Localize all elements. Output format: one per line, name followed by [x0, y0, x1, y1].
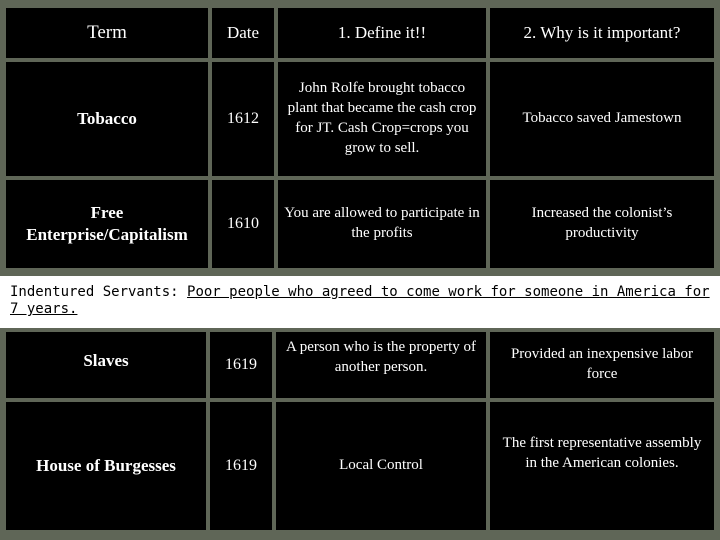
row-house-of-burgesses-date: 1619	[210, 402, 272, 530]
header-date: Date	[212, 8, 274, 58]
row-free-enterprise-date: 1610	[212, 180, 274, 268]
header-why: 2. Why is it important?	[490, 8, 714, 58]
row-slaves-definition: A person who is the property of another person.	[276, 332, 486, 398]
header-define: 1. Define it!!	[278, 8, 486, 58]
row-slaves-term: Slaves	[6, 332, 206, 398]
row-free-enterprise-importance: Increased the colonist’s productivity	[490, 180, 714, 268]
row-tobacco-date: 1612	[212, 62, 274, 176]
row-tobacco-definition: John Rolfe brought tobacco plant that became the cash crop for JT. Cash Crop=crops you grow to sell.	[278, 62, 486, 176]
indentured-servants-band	[0, 276, 720, 328]
row-house-of-burgesses-term: House of Burgesses	[6, 402, 206, 530]
row-free-enterprise-definition: You are allowed to participate in the profits	[278, 180, 486, 268]
row-tobacco-importance: Tobacco saved Jamestown	[490, 62, 714, 176]
row-free-enterprise-term: Free Enterprise/Capitalism	[6, 180, 208, 268]
row-slaves-date: 1619	[210, 332, 272, 398]
row-house-of-burgesses-importance: The first representative assembly in the American colonies.	[490, 402, 714, 530]
indentured-definition: Poor people who agreed to come work for someone in America for 7 years.	[10, 284, 710, 318]
row-house-of-burgesses-definition: Local Control	[276, 402, 486, 530]
indentured-label: Indentured Servants:	[10, 284, 179, 300]
header-term: Term	[6, 8, 208, 58]
row-tobacco-term: Tobacco	[6, 62, 208, 176]
row-slaves-importance: Provided an inexpensive labor force	[490, 332, 714, 398]
